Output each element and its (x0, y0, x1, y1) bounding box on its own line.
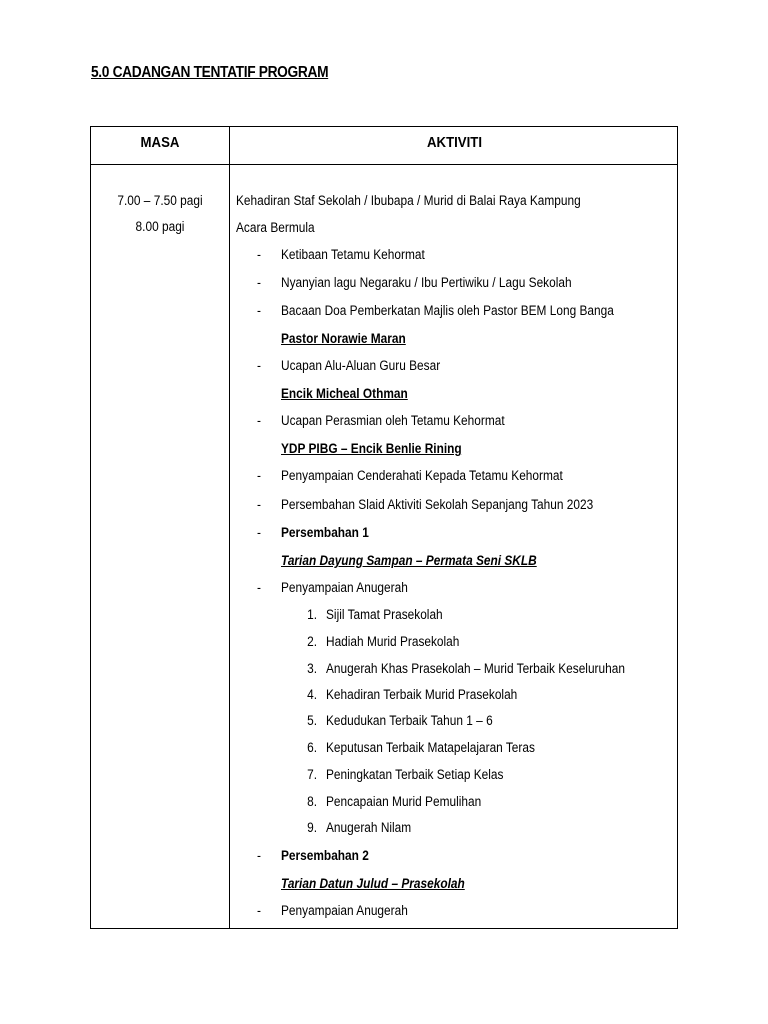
activity-intro: Kehadiran Staf Sekolah / Ibubapa / Murid di Balai Raya Kampung (236, 193, 581, 208)
activity-intro: Acara Bermula (236, 220, 315, 235)
list-item: Persembahan Slaid Aktiviti Sekolah Sepanjang Tahun 2023 (281, 497, 594, 512)
header-divider (91, 164, 677, 165)
list-dash: - (257, 903, 261, 918)
time-cell: 7.00 – 7.50 pagi (117, 193, 203, 208)
award-number: 1. (307, 607, 317, 622)
list-dash: - (257, 275, 261, 290)
list-item: Ucapan Alu-Aluan Guru Besar (281, 358, 441, 373)
performance-detail: Tarian Dayung Sampan – Permata Seni SKLB (281, 553, 537, 568)
section-heading: 5.0 CADANGAN TENTATIF PROGRAM (91, 64, 329, 81)
list-dash: - (257, 413, 261, 428)
speaker-name: YDP PIBG – Encik Benlie Rining (281, 441, 462, 456)
list-item: Penyampaian Anugerah (281, 903, 408, 918)
award-item: Kehadiran Terbaik Murid Prasekolah (326, 687, 518, 702)
award-item: Anugerah Nilam (326, 820, 412, 835)
list-dash: - (257, 497, 261, 512)
award-item: Pencapaian Murid Pemulihan (326, 794, 482, 809)
award-number: 5. (307, 713, 317, 728)
list-dash: - (257, 247, 261, 262)
speaker-name: Encik Micheal Othman (281, 386, 408, 401)
column-header-aktiviti: AKTIVITI (427, 134, 482, 151)
award-item: Hadiah Murid Prasekolah (326, 634, 460, 649)
award-number: 9. (307, 820, 317, 835)
award-number: 7. (307, 767, 317, 782)
award-item: Sijil Tamat Prasekolah (326, 607, 443, 622)
list-item: Penyampaian Cenderahati Kepada Tetamu Kehormat (281, 468, 563, 483)
list-item: Nyanyian lagu Negaraku / Ibu Pertiwiku / Lagu Sekolah (281, 275, 572, 290)
performance-title: Persembahan 1 (281, 525, 369, 540)
award-number: 6. (307, 740, 317, 755)
award-item: Peningkatan Terbaik Setiap Kelas (326, 767, 504, 782)
list-dash: - (257, 303, 261, 318)
list-dash: - (257, 848, 261, 863)
column-divider (229, 127, 230, 928)
performance-detail: Tarian Datun Julud – Prasekolah (281, 876, 465, 891)
award-item: Keputusan Terbaik Matapelajaran Teras (326, 740, 535, 755)
award-number: 2. (307, 634, 317, 649)
list-item: Bacaan Doa Pemberkatan Majlis oleh Pastor BEM Long Banga (281, 303, 614, 318)
award-item: Kedudukan Terbaik Tahun 1 – 6 (326, 713, 493, 728)
program-table (90, 126, 678, 929)
award-number: 3. (307, 661, 317, 676)
speaker-name: Pastor Norawie Maran (281, 331, 406, 346)
column-header-masa: MASA (140, 134, 180, 151)
list-item: Ucapan Perasmian oleh Tetamu Kehormat (281, 413, 505, 428)
list-item: Penyampaian Anugerah (281, 580, 408, 595)
list-dash: - (257, 358, 261, 373)
list-dash: - (257, 580, 261, 595)
list-dash: - (257, 525, 261, 540)
award-number: 4. (307, 687, 317, 702)
list-dash: - (257, 468, 261, 483)
performance-title: Persembahan 2 (281, 848, 369, 863)
award-item: Anugerah Khas Prasekolah – Murid Terbaik Keseluruhan (326, 661, 625, 676)
time-cell: 8.00 pagi (135, 219, 185, 234)
award-number: 8. (307, 794, 317, 809)
list-item: Ketibaan Tetamu Kehormat (281, 247, 425, 262)
